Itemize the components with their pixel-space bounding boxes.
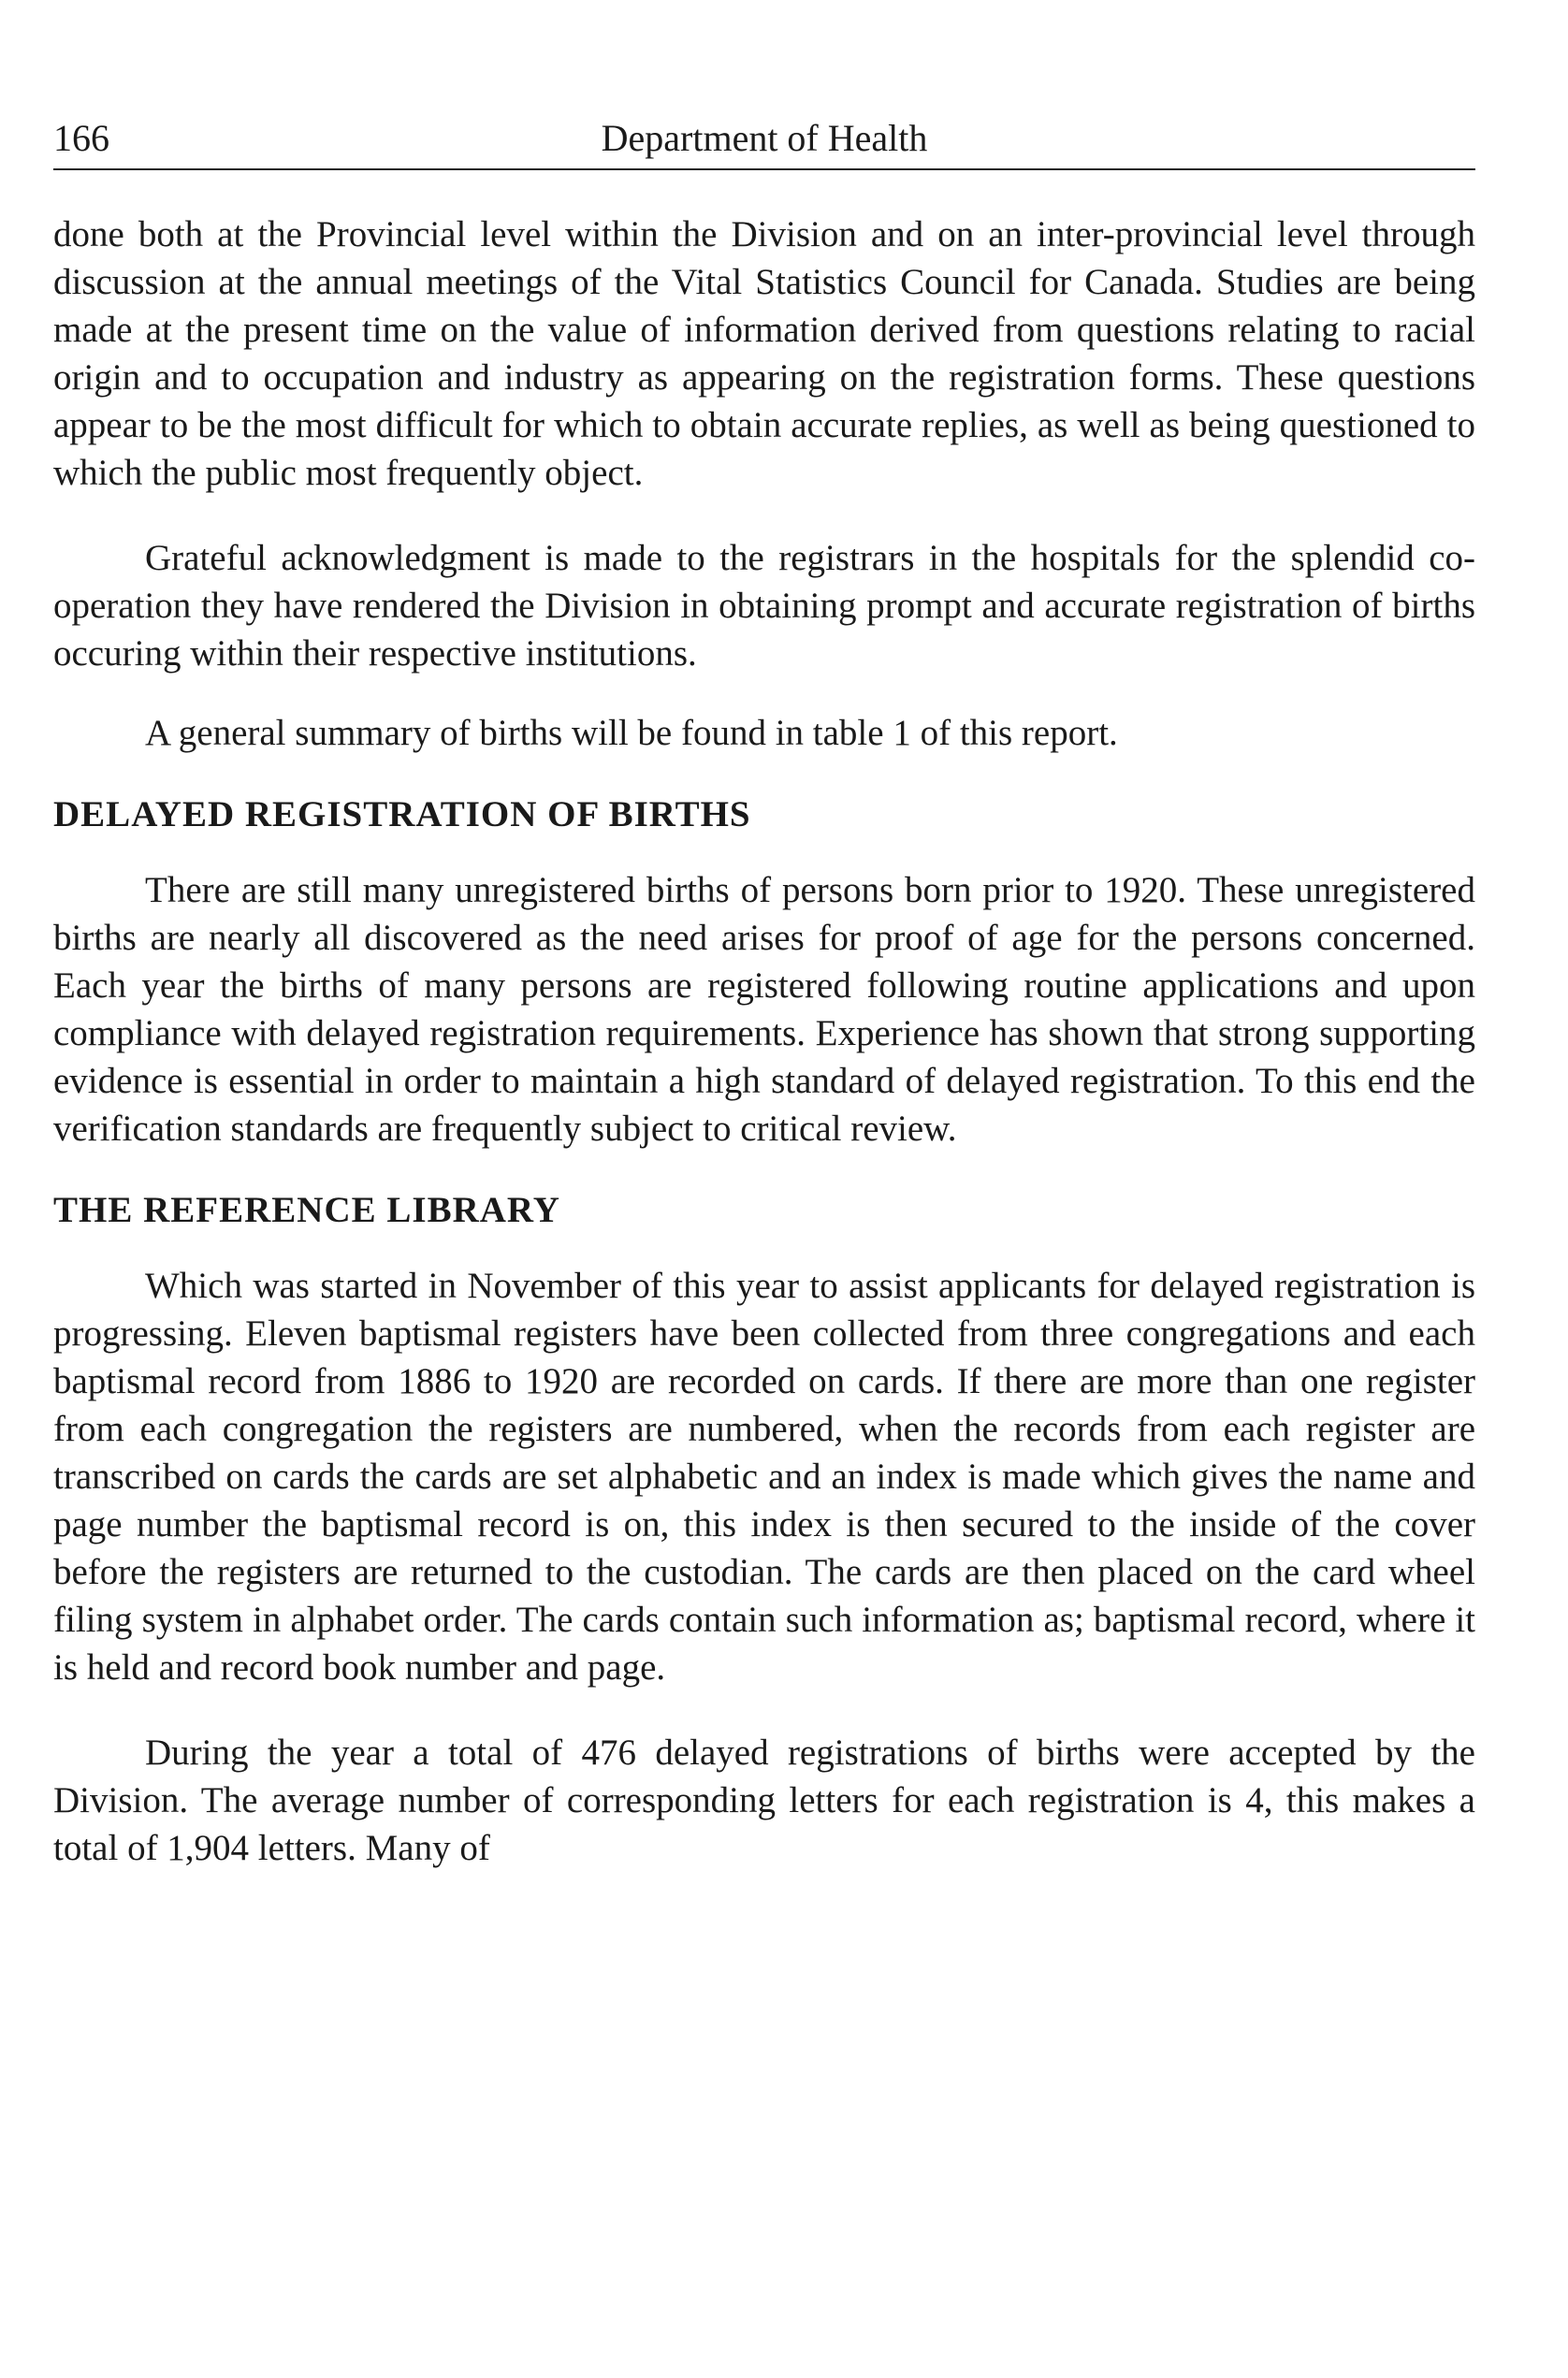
section-reference-library bbox=[53, 1186, 1475, 1872]
page-header bbox=[53, 110, 1475, 167]
page-number: 166 bbox=[53, 117, 109, 159]
section-heading: DELAYED REGISTRATION OF BIRTHS bbox=[53, 794, 751, 834]
section-paragraph: Which was started in November of this year to assist applicants for delayed registration is progressing. Eleven baptismal registers have been collected from three congregations and each baptismal record from 1886 to 1920 are recorded on cards. If there are more than one register from each congregation the registers are numbered, when the records from each register are transcribed on cards the cards are set alphabetic and an index is made which gives the name and page number the baptismal record is on, this index is then secured to the inside of the cover before the registers are returned to the custodian. The cards are then placed on the card wheel filing system in alphabet order. The cards contain such information as; baptismal record, where it is held and record book number and page. bbox=[53, 1266, 1475, 1688]
header-rule bbox=[53, 168, 1475, 170]
section-delayed-registration bbox=[53, 790, 1475, 1153]
paragraph-summary: A general summary of births will be found in table 1 of this report. bbox=[145, 713, 1118, 753]
page-body bbox=[53, 210, 1475, 1872]
paragraph-continued: done both at the Provincial level within the Division and on an inter-provincial level through discussion at the annual meetings of the Vital Statistics Council for Canada. Studies are being made at the present time on the value of information derived from questions relating to racial origin and to occupation and industry as appearing on the registration forms. These questions appear to be the most difficult for which to obtain accurate replies, as well as being questioned to which the public most frequently object. bbox=[53, 214, 1475, 493]
section-paragraph: There are still many unregistered births of persons born prior to 1920. These unregistered births are nearly all discovered as the need arises for proof of age for the persons concerned. Each year the births of many persons are registered following routine applications and upon compliance with delayed registration requirements. Experience has shown that strong supporting evidence is essential in order to maintain a high standard of delayed registration. To this end the verification standards are frequently subject to critical review. bbox=[53, 870, 1475, 1149]
running-title: Department of Health bbox=[601, 117, 928, 159]
section-heading: THE REFERENCE LIBRARY bbox=[53, 1190, 560, 1230]
section-paragraph: During the year a total of 476 delayed registrations of births were accepted by the Division. The average number of corresponding letters for each registration is 4, this makes a total of 1,904 letters. Many of bbox=[53, 1733, 1475, 1868]
paragraph-acknowledgment: Grateful acknowledgment is made to the registrars in the hospitals for the splendid co-operation they have rendered the Division in obtaining prompt and accurate registration of births occuring within their respective institutions. bbox=[53, 538, 1475, 674]
